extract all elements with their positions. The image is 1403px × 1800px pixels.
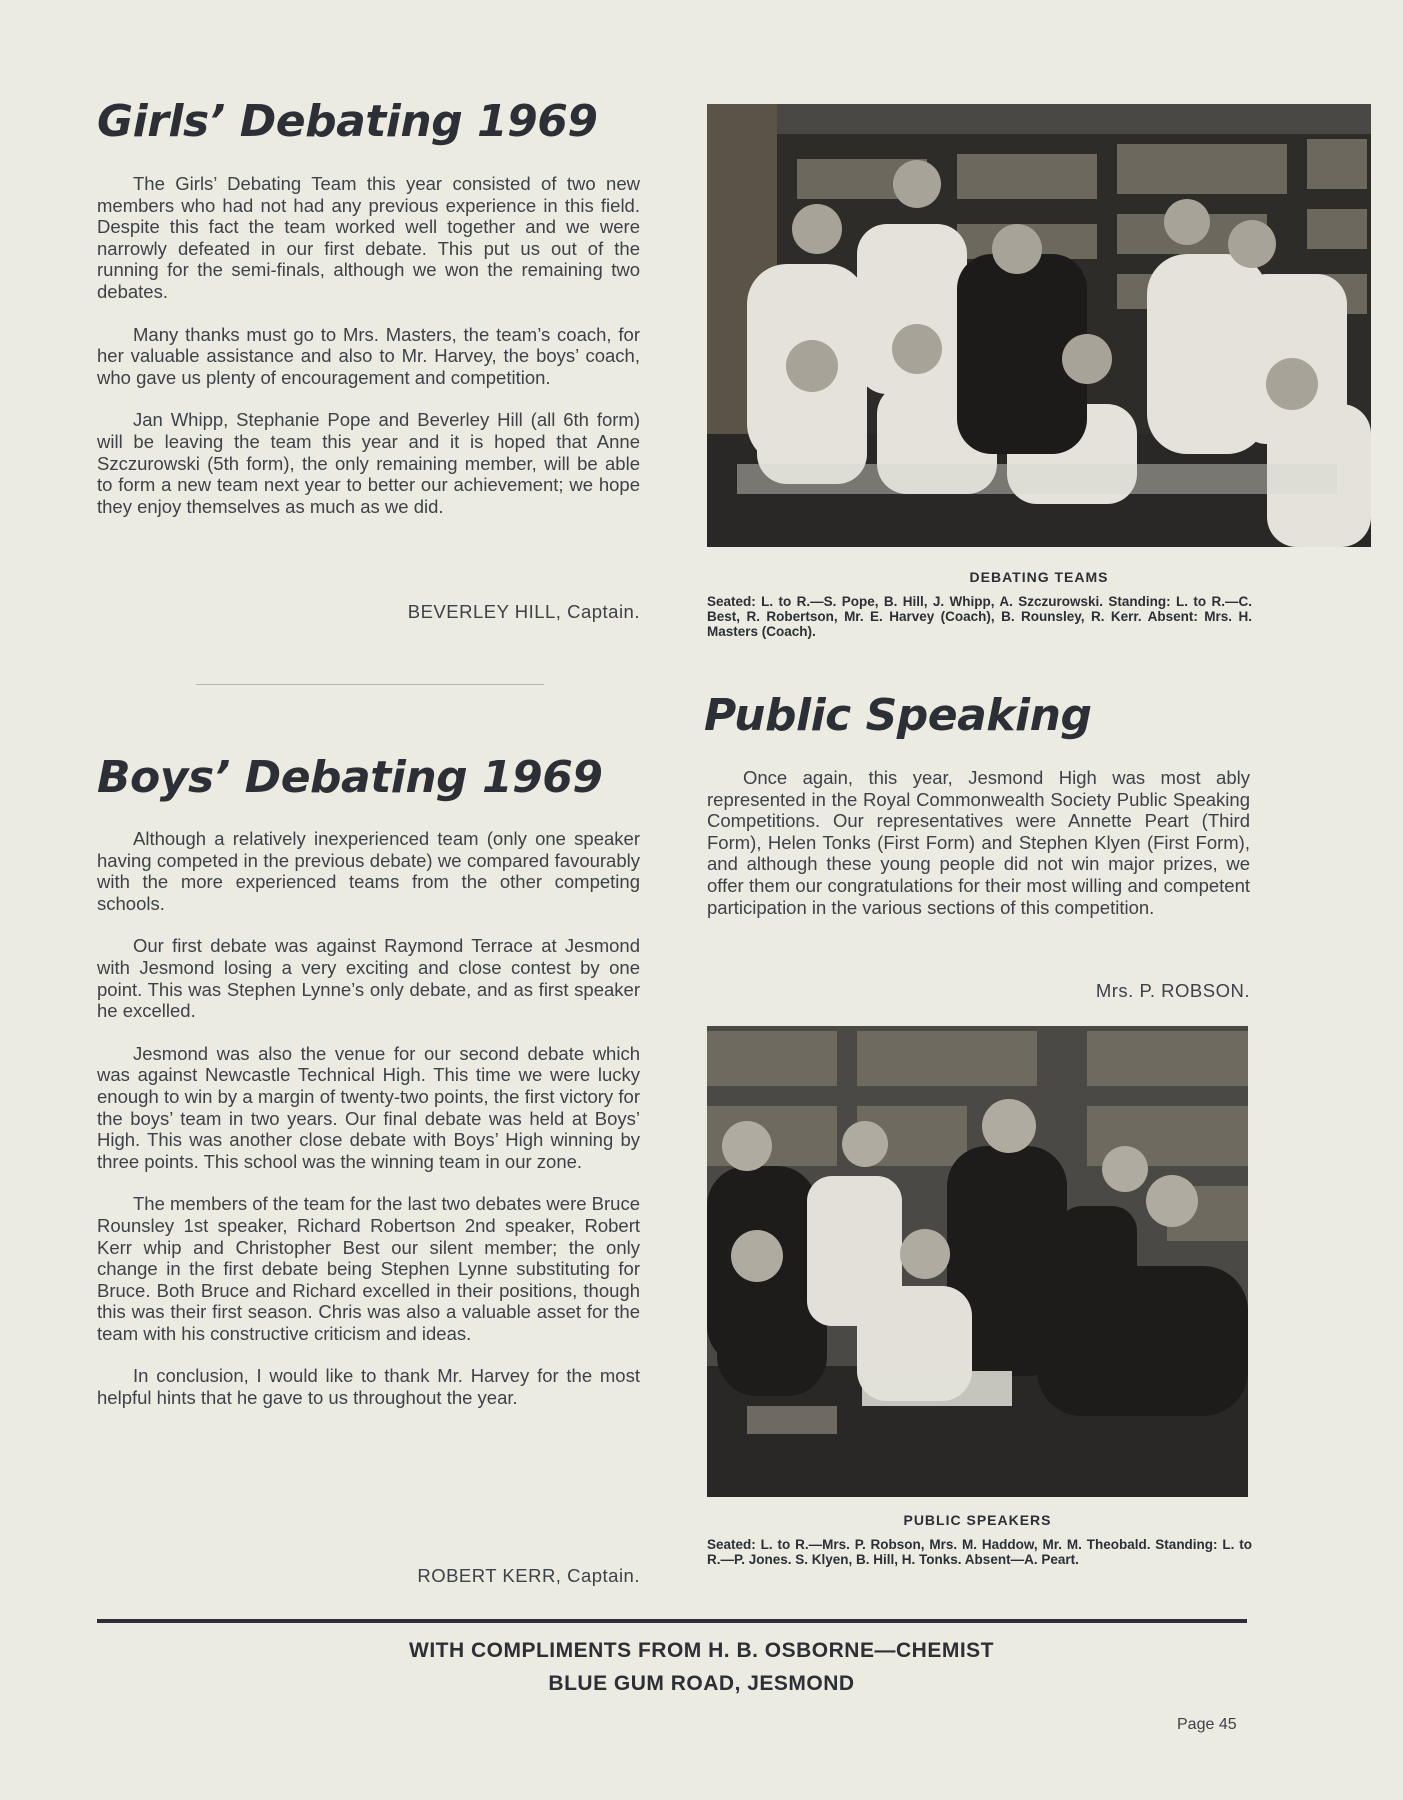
debating-teams-photo: [707, 104, 1371, 547]
public-speaking-title: Public Speaking: [704, 690, 1092, 741]
girls-signature: BEVERLEY HILL, Captain.: [407, 601, 640, 622]
footer-rule: [97, 1619, 1247, 1623]
boys-paragraph-3: Jesmond was also the venue for our second debate which was against Newcastle Technical High. This time we were lucky enough to win by a margin of twenty-two points, the first victory for the boys’ team in two years. Our final debate was held at Boys’ High. This was another close debate with Boys’ High winning by three points. This school was the winning team in our zone.: [97, 1042, 640, 1172]
boys-paragraph-2: Our first debate was against Raymond Terrace at Jesmond with Jesmond losing a very exciting and close contest by one point. This was Stephen Lynne’s only debate, and as first speaker he excelled.: [97, 935, 640, 1022]
footer-advertisement-line-1: WITH COMPLIMENTS FROM H. B. OSBORNE—CHEMIST: [409, 1639, 994, 1662]
footer-advertisement-line-2: BLUE GUM ROAD, JESMOND: [548, 1672, 855, 1695]
girls-paragraph-1: The Girls’ Debating Team this year consisted of two new members who had not had any previous experience in this field. Despite this fact the team worked well together and we were narrowly defeated in our first debate. This put us out of the running for the semi-finals, although we won the remaining two debates.: [97, 173, 640, 302]
boys-paragraph-5: In conclusion, I would like to thank Mr. Harvey for the most helpful hints that he gave to us throughout the year.: [97, 1365, 640, 1409]
boys-signature: ROBERT KERR, Captain.: [417, 1565, 640, 1586]
speakers-caption-title: PUBLIC SPEAKERS: [903, 1512, 1052, 1528]
public-paragraph-1: Once again, this year, Jesmond High was most ably represented in the Royal Commonwealth Society Public Speaking Competitions. Our representatives were Annette Peart (Third Form), Helen Tonks (First Form) and Stephen Klyen (First Form), and although these young people did not win major prizes, we offer them our congratulations for their most willing and competent participation in the various sections of this competition.: [707, 767, 1250, 918]
public-speakers-photo: [707, 1026, 1248, 1497]
boys-debating-article: [97, 828, 640, 1430]
boys-paragraph-1: Although a relatively inexperienced team (only one speaker having competed in the previous debate) we compared favourably with the more experienced teams from the other competing schools.: [97, 828, 640, 914]
debating-caption-title: DEBATING TEAMS: [969, 569, 1109, 585]
girls-paragraph-3: Jan Whipp, Stephanie Pope and Beverley Hill (all 6th form) will be leaving the team this year and it is hoped that Anne Szczurowski (5th form), the only remaining member, will be able to form a new team next year to better our achievement; we hope they enjoy themselves as much as we did.: [97, 409, 640, 517]
girls-debating-article: [97, 173, 640, 538]
public-speaking-article: [707, 767, 1250, 939]
girls-debating-title: Girls’ Debating 1969: [97, 96, 598, 147]
page-number: Page 45: [1177, 1716, 1237, 1733]
boys-paragraph-4: The members of the team for the last two debates were Bruce Rounsley 1st speaker, Richard Robertson 2nd speaker, Robert Kerr whip and Christopher Best our silent member; the only change in the first debate being Stephen Lynne substituting for Bruce. Both Bruce and Richard excelled in their positions, though this was their first season. Chris was also a valuable asset for the team with his constructive criticism and ideas.: [97, 1193, 640, 1344]
debating-caption: Seated: L. to R.—S. Pope, B. Hill, J. Whipp, A. Szczurowski. Standing: L. to R.—C. Best, R. Robertson, Mr. E. Harvey (Coach), B. Rounsley, R. Kerr. Absent: Mrs. H. Masters (Coach).: [707, 594, 1252, 639]
public-signature: Mrs. P. ROBSON.: [1095, 980, 1250, 1001]
speakers-caption: Seated: L. to R.—Mrs. P. Robson, Mrs. M. Haddow, Mr. M. Theobald. Standing: L. to R.—P. Jones. S. Klyen, B. Hill, H. Tonks. Absent—A. Peart.: [707, 1537, 1252, 1567]
girls-paragraph-2: Many thanks must go to Mrs. Masters, the team’s coach, for her valuable assistance and also to Mr. Harvey, the boys’ coach, who gave us plenty of encouragement and competition.: [97, 323, 640, 388]
section-divider: [196, 684, 544, 685]
boys-debating-title: Boys’ Debating 1969: [97, 752, 603, 803]
